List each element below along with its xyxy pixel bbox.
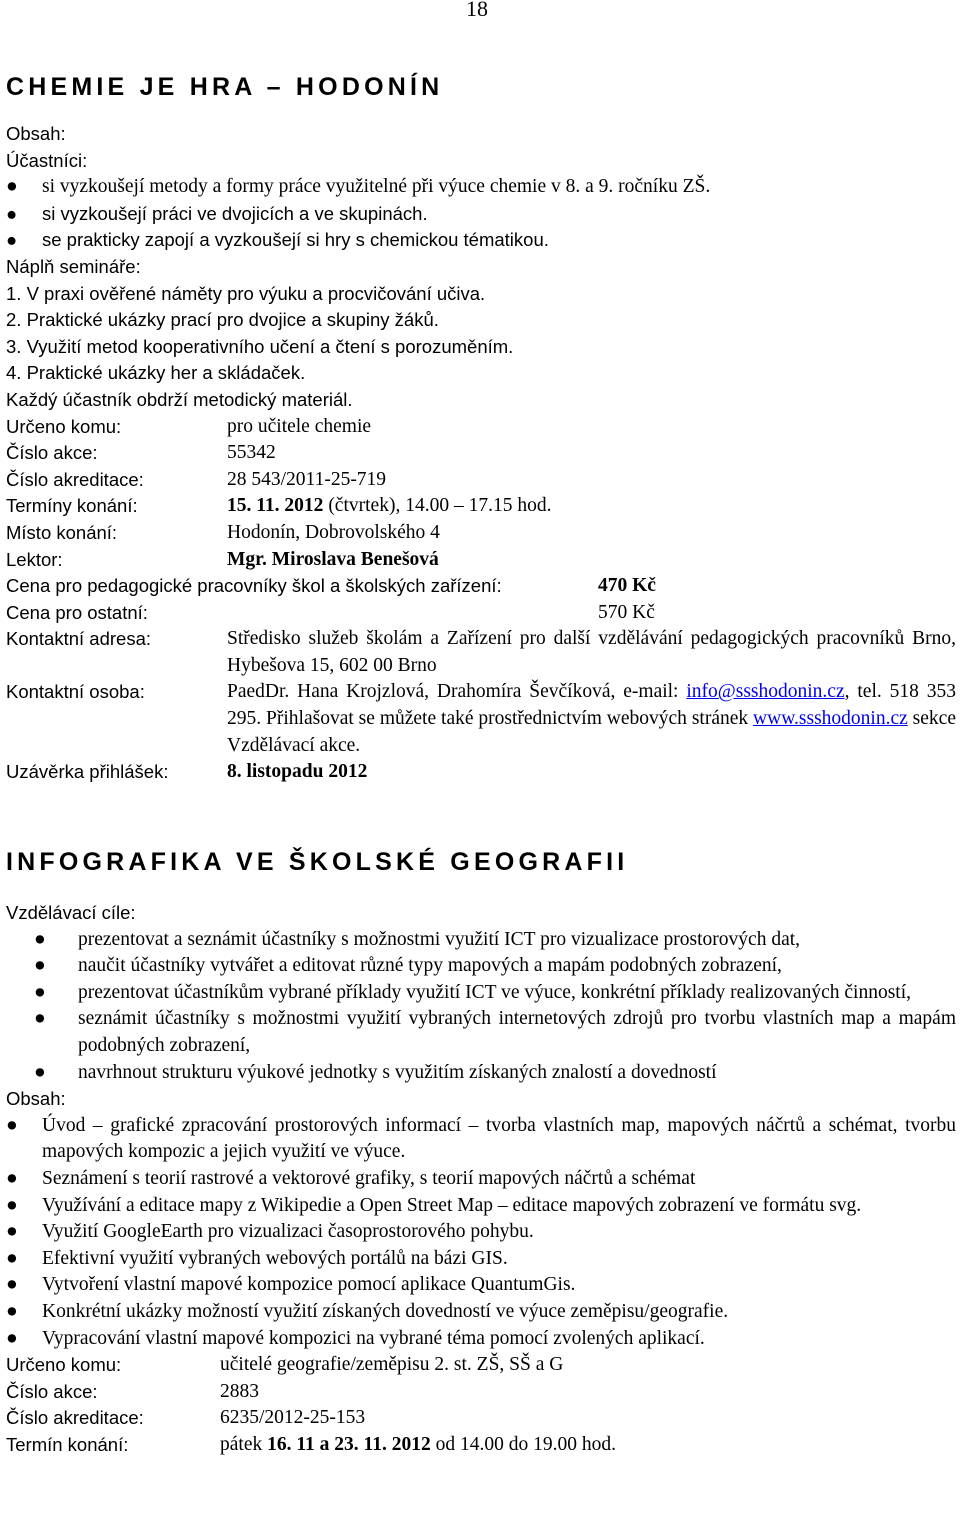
misto-label: Místo konání:	[6, 521, 118, 543]
info-row-urceno	[6, 414, 956, 441]
misto-value: Hodonín, Dobrovolského 4	[227, 521, 440, 543]
bullet-icon: ●	[34, 928, 46, 950]
list-item	[6, 953, 956, 980]
lektor-label: Lektor:	[6, 548, 63, 570]
info-row-termin	[6, 1432, 956, 1459]
terminy-label: Termíny konání:	[6, 495, 138, 517]
bullet-icon: ●	[6, 1114, 18, 1136]
cislo-akce-value: 2883	[220, 1380, 259, 1402]
list-item-text: Vytvoření vlastní mapové kompozice pomocí aplikace QuantumGis.	[42, 1274, 576, 1296]
obsah-label: Obsah:	[6, 1088, 66, 1110]
section-infografika	[6, 900, 956, 1458]
email-link[interactable]: info@ssshodonin.cz	[686, 681, 845, 703]
terminy-time: (čtvrtek), 14.00 – 17.15 hod.	[323, 495, 552, 517]
kontakt-adresa-label: Kontaktní adresa:	[6, 628, 152, 650]
obsah-label: Obsah:	[6, 123, 66, 144]
bullet-icon: ●	[6, 1300, 18, 1322]
cislo-akce-value: 55342	[227, 442, 276, 464]
kontakt-adresa-value: Středisko služeb školám a Zařízení pro další vzdělávání pedagogických pracovníků Brno, Hybešova 15, 602 00 Brno	[227, 628, 956, 676]
list-item-text: Efektivní využití vybraných webových portálů na bázi GIS.	[42, 1247, 508, 1269]
list-item	[6, 1166, 956, 1193]
napln-label: Náplň semináře:	[6, 255, 141, 277]
list-item-text: Využití GoogleEarth pro vizualizaci časoprostorového pohybu.	[42, 1221, 534, 1243]
cile-label: Vzdělávací cíle:	[6, 902, 136, 923]
section-chemie	[6, 121, 956, 786]
info-row-cislo-akce	[6, 440, 956, 467]
list-item	[6, 1113, 956, 1166]
cena-ost-value: 570 Kč	[598, 601, 655, 623]
page-number: 18	[466, 0, 488, 21]
list-item-text: prezentovat účastníkům vybrané příklady využití ICT ve výuce, konkrétní příklady realizovaných činností,	[78, 981, 912, 1003]
list-item	[6, 980, 956, 1007]
urceno-label: Určeno komu:	[6, 415, 122, 437]
numbered-item: 1. V praxi ověřené náměty pro výuku a procvičování učiva.	[6, 282, 486, 304]
termin-day: pátek	[220, 1433, 268, 1455]
info-row-terminy	[6, 493, 956, 520]
termin-label: Termín konání:	[6, 1433, 129, 1455]
info-row-kontakt-osoba	[6, 679, 956, 759]
list-item-text: si vyzkoušejí práci ve dvojicích a ve skupinách.	[42, 202, 428, 224]
list-item-text: si vyzkoušejí metody a formy práce využitelné při výuce chemie v 8. a 9. ročníku ZŠ.	[42, 176, 711, 198]
list-item	[6, 1272, 956, 1299]
info-row-akreditace	[6, 467, 956, 494]
info-row-uzaverka	[6, 759, 956, 786]
numbered-item: 2. Praktické ukázky prací pro dvojice a skupiny žáků.	[6, 309, 439, 331]
list-item	[6, 201, 956, 228]
uzaverka-label: Uzávěrka přihlášek:	[6, 761, 169, 783]
section-title-chemie: CHEMIE JE HRA – HODONÍN	[6, 73, 444, 101]
material-note: Každý účastník obdrží metodický materiál.	[6, 388, 353, 410]
terminy-value	[227, 493, 551, 520]
akreditace-label: Číslo akreditace:	[6, 1407, 144, 1429]
info-row-misto	[6, 520, 956, 547]
numbered-item: 4. Praktické ukázky her a skládaček.	[6, 362, 306, 384]
termin-dates: 16. 11 a 23. 11. 2012	[267, 1433, 431, 1455]
lektor-value: Mgr. Miroslava Benešová	[227, 548, 439, 570]
list-item-text: naučit účastníky vytvářet a editovat různé typy mapových a mapám podobných zobrazení,	[78, 955, 782, 977]
kontakt-osoba-phone: , tel. 518 353 295. Přihlašovat se můžete také prostřednictvím webových stránek	[227, 681, 956, 730]
cislo-akce-label: Číslo akce:	[6, 442, 98, 464]
termin-time: od 14.00 do 19.00 hod.	[430, 1433, 616, 1455]
info-row-cislo-akce	[6, 1379, 956, 1406]
bullet-icon: ●	[6, 1167, 18, 1189]
list-item	[6, 1060, 956, 1087]
list-item	[6, 174, 956, 201]
akreditace-label: Číslo akreditace:	[6, 468, 144, 490]
list-item-text: Úvod – grafické zpracování prostorových informací – tvorba vlastních map, mapových náčrtů a schémat, tvorbu mapových kompozic a jejich využití ve výuce.	[42, 1114, 956, 1163]
cena-ost-label: Cena pro ostatní:	[6, 601, 148, 623]
akreditace-value: 6235/2012-25-153	[220, 1407, 366, 1429]
info-row-lektor	[6, 547, 956, 574]
list-item	[6, 1299, 956, 1326]
bullet-icon: ●	[6, 229, 18, 251]
list-item-text: Seznámení s teorií rastrové a vektorové grafiky, s teorií mapových náčrtů a schémat	[42, 1167, 696, 1189]
bullet-icon: ●	[6, 1221, 18, 1243]
list-item-text: seznámit účastníky s možnostmi využití vybraných internetových zdrojů pro tvorbu vlastních map a mapám podobných zobrazení,	[78, 1008, 956, 1056]
info-row-cena-ped	[6, 573, 956, 600]
terminy-date: 15. 11. 2012	[227, 495, 324, 517]
list-item	[6, 1246, 956, 1273]
urceno-label: Určeno komu:	[6, 1354, 122, 1376]
bullet-icon: ●	[34, 1008, 46, 1030]
list-item-text: Vypracování vlastní mapové kompozici na vybrané téma pomocí zvolených aplikací.	[42, 1327, 705, 1349]
bullet-icon: ●	[34, 1061, 46, 1083]
kontakt-osoba-value	[227, 679, 956, 759]
bullet-icon: ●	[34, 955, 46, 977]
list-item-text: se prakticky zapojí a vyzkoušejí si hry s chemickou tématikou.	[42, 229, 549, 251]
urceno-value: učitelé geografie/zeměpisu 2. st. ZŠ, SŠ a G	[220, 1354, 564, 1376]
web-link[interactable]: www.ssshodonin.cz	[753, 708, 908, 730]
cena-ped-value: 470 Kč	[598, 575, 656, 597]
info-row-kontakt-adresa	[6, 626, 956, 679]
bullet-icon: ●	[6, 1327, 18, 1349]
numbered-item: 3. Využití metod kooperativního učení a čtení s porozuměním.	[6, 335, 514, 357]
list-item	[6, 1193, 956, 1220]
list-item	[6, 227, 956, 254]
info-row-akreditace	[6, 1405, 956, 1432]
section-title-infografika: INFOGRAFIKA VE ŠKOLSKÉ GEOGRAFII	[6, 848, 629, 876]
bullet-icon: ●	[6, 202, 18, 224]
list-item-text: prezentovat a seznámit účastníky s možnostmi využití ICT pro vizualizace prostorových dat,	[78, 928, 801, 950]
list-item	[6, 1006, 956, 1059]
bullet-icon: ●	[6, 176, 18, 198]
termin-value	[220, 1432, 616, 1459]
list-item-text: Konkrétní ukázky možností využití získaných dovedností ve výuce zeměpisu/geografie.	[42, 1300, 729, 1322]
cena-ped-label: Cena pro pedagogické pracovníky škol a školských zařízení:	[6, 575, 502, 597]
list-item-text: navrhnout strukturu výukové jednotky s využitím získaných znalostí a dovedností	[78, 1061, 717, 1083]
ucastnici-label: Účastníci:	[6, 149, 88, 171]
akreditace-value: 28 543/2011-25-719	[227, 468, 387, 490]
kontakt-osoba-label: Kontaktní osoba:	[6, 681, 145, 703]
bullet-icon: ●	[34, 981, 46, 1003]
kontakt-osoba-names: PaedDr. Hana Krojzlová, Drahomíra Ševčíková, e-mail:	[227, 681, 687, 703]
bullet-icon: ●	[6, 1247, 18, 1269]
info-row-urceno	[6, 1352, 956, 1379]
list-item-text: Využívání a editace mapy z Wikipedie a Open Street Map – editace mapových zobrazení ve formátu svg.	[42, 1194, 862, 1216]
uzaverka-value: 8. listopadu 2012	[227, 761, 368, 783]
info-row-cena-ost	[6, 600, 956, 627]
list-item	[6, 1219, 956, 1246]
bullet-icon: ●	[6, 1194, 18, 1216]
list-item	[6, 1326, 956, 1353]
bullet-icon: ●	[6, 1274, 18, 1296]
kontakt-osoba-section: sekce Vzdělávací akce.	[227, 708, 956, 756]
urceno-value: pro učitele chemie	[227, 415, 372, 437]
cislo-akce-label: Číslo akce:	[6, 1380, 98, 1402]
list-item	[6, 927, 956, 954]
